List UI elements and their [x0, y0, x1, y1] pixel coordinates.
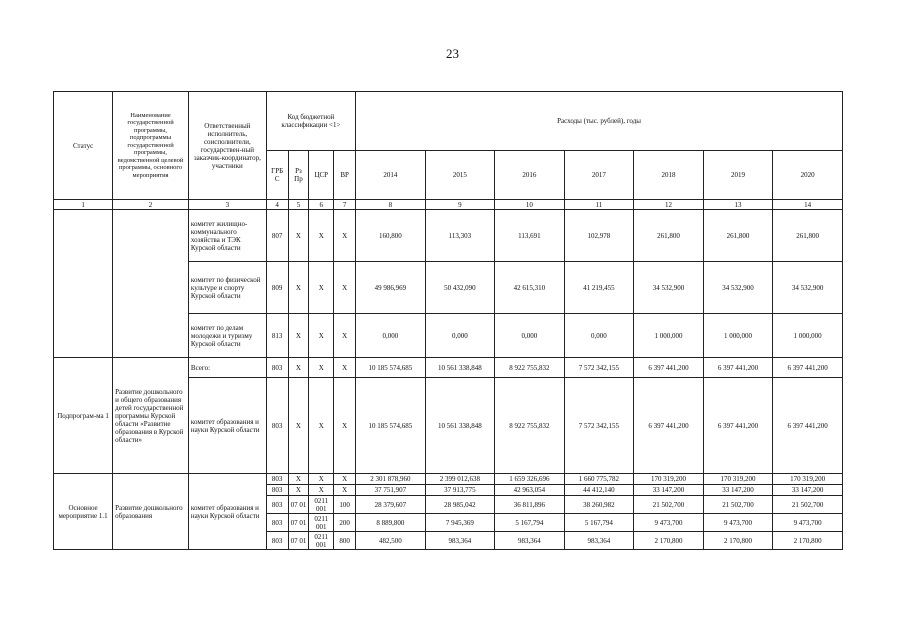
- value-cell: 1 000,000: [773, 314, 843, 358]
- header-year: 2014: [356, 151, 426, 200]
- value-cell: 983,364: [495, 532, 565, 550]
- value-cell: 7 945,369: [425, 514, 495, 532]
- column-number: 3: [188, 200, 266, 210]
- value-cell: 6 397 441,200: [773, 358, 843, 378]
- csr-cell: 0211 001: [309, 496, 334, 514]
- rzpr-cell: 07 01: [288, 514, 309, 532]
- executor-cell: Всего:: [188, 358, 266, 378]
- vr-cell: 100: [334, 496, 356, 514]
- value-cell: 160,800: [356, 210, 426, 262]
- value-cell: 1 000,000: [634, 314, 704, 358]
- vr-cell: 200: [334, 514, 356, 532]
- column-number: 8: [356, 200, 426, 210]
- column-number: 10: [495, 200, 565, 210]
- value-cell: 2 170,800: [703, 532, 773, 550]
- value-cell: 42 963,054: [495, 485, 565, 496]
- value-cell: 2 399 012,638: [425, 474, 495, 485]
- program-name-cell: Развитие дошкольного образования: [113, 474, 189, 550]
- grbs-cell: 803: [266, 532, 288, 550]
- value-cell: 113,303: [425, 210, 495, 262]
- csr-cell: X: [309, 262, 334, 314]
- vr-cell: X: [334, 358, 356, 378]
- value-cell: 10 561 338,848: [425, 358, 495, 378]
- rzpr-cell: 07 01: [288, 532, 309, 550]
- status-cell: [54, 210, 113, 358]
- vr-cell: 800: [334, 532, 356, 550]
- column-number: 6: [309, 200, 334, 210]
- value-cell: 49 986,969: [356, 262, 426, 314]
- column-number: 9: [425, 200, 495, 210]
- column-number: 12: [634, 200, 704, 210]
- status-cell: Основное мероприятие 1.1: [54, 474, 113, 550]
- header-vr: ВР: [334, 151, 356, 200]
- csr-cell: 0211 001: [309, 532, 334, 550]
- column-number: 5: [288, 200, 309, 210]
- value-cell: 33 147,200: [703, 485, 773, 496]
- header-year: 2020: [773, 151, 843, 200]
- value-cell: 7 572 342,155: [564, 378, 634, 474]
- rzpr-cell: X: [288, 314, 309, 358]
- value-cell: 10 561 338,848: [425, 378, 495, 474]
- value-cell: 28 379,607: [356, 496, 426, 514]
- value-cell: 261,800: [703, 210, 773, 262]
- value-cell: 2 170,800: [773, 532, 843, 550]
- csr-cell: X: [309, 358, 334, 378]
- header-csr: ЦСР: [309, 151, 334, 200]
- column-number: 7: [334, 200, 356, 210]
- value-cell: 482,500: [356, 532, 426, 550]
- value-cell: 9 473,700: [634, 514, 704, 532]
- csr-cell: 0211 001: [309, 514, 334, 532]
- table-row: [54, 358, 843, 378]
- value-cell: 102,978: [564, 210, 634, 262]
- value-cell: 7 572 342,155: [564, 358, 634, 378]
- table-row: [54, 210, 843, 262]
- column-number: 11: [564, 200, 634, 210]
- executor-cell: комитет по делам молодежи и туризму Курской области: [188, 314, 266, 358]
- page-number: 23: [446, 46, 459, 61]
- rzpr-cell: X: [288, 485, 309, 496]
- header-expenses: Расходы (тыс. рублей), годы: [356, 92, 843, 151]
- vr-cell: X: [334, 210, 356, 262]
- value-cell: 261,800: [634, 210, 704, 262]
- value-cell: 6 397 441,200: [703, 378, 773, 474]
- value-cell: 44 412,140: [564, 485, 634, 496]
- value-cell: 37 751,907: [356, 485, 426, 496]
- value-cell: 10 185 574,685: [356, 358, 426, 378]
- value-cell: 983,364: [564, 532, 634, 550]
- value-cell: 170 319,200: [703, 474, 773, 485]
- header-year: 2016: [495, 151, 565, 200]
- vr-cell: X: [334, 474, 356, 485]
- vr-cell: X: [334, 314, 356, 358]
- value-cell: 42 615,310: [495, 262, 565, 314]
- value-cell: 21 502,700: [773, 496, 843, 514]
- header-budget-code: Код бюджетной классификации <1>: [266, 92, 355, 151]
- header-rzpr: Рз Пр: [288, 151, 309, 200]
- rzpr-cell: X: [288, 474, 309, 485]
- header-year: 2019: [703, 151, 773, 200]
- grbs-cell: 803: [266, 474, 288, 485]
- grbs-cell: 803: [266, 496, 288, 514]
- column-number: 13: [703, 200, 773, 210]
- header-grbs: ГРБ С: [266, 151, 288, 200]
- value-cell: 34 532,900: [773, 262, 843, 314]
- program-name-cell: [113, 210, 189, 358]
- grbs-cell: 803: [266, 358, 288, 378]
- value-cell: 28 985,042: [425, 496, 495, 514]
- value-cell: 36 811,896: [495, 496, 565, 514]
- value-cell: 113,691: [495, 210, 565, 262]
- budget-table: [53, 91, 843, 550]
- value-cell: 6 397 441,200: [773, 378, 843, 474]
- value-cell: 1 659 326,696: [495, 474, 565, 485]
- value-cell: 6 397 441,200: [703, 358, 773, 378]
- value-cell: 0,000: [495, 314, 565, 358]
- value-cell: 8 889,800: [356, 514, 426, 532]
- rzpr-cell: X: [288, 358, 309, 378]
- value-cell: 170 319,200: [773, 474, 843, 485]
- column-number-row: [54, 200, 843, 210]
- grbs-cell: 803: [266, 378, 288, 474]
- value-cell: 50 432,090: [425, 262, 495, 314]
- value-cell: 2 301 878,960: [356, 474, 426, 485]
- rzpr-cell: X: [288, 378, 309, 474]
- header-program-name: Наименование государственной программы, подпрограммы государственной программы, ведомственной целевой программы, основного мероприятия: [113, 92, 189, 200]
- header-year: 2015: [425, 151, 495, 200]
- value-cell: 37 913,775: [425, 485, 495, 496]
- vr-cell: X: [334, 378, 356, 474]
- vr-cell: X: [334, 262, 356, 314]
- value-cell: 0,000: [425, 314, 495, 358]
- value-cell: 10 185 574,685: [356, 378, 426, 474]
- value-cell: 6 397 441,200: [634, 358, 704, 378]
- csr-cell: X: [309, 314, 334, 358]
- grbs-cell: 807: [266, 210, 288, 262]
- executor-cell: комитет образования и науки Курской области: [188, 474, 266, 550]
- grbs-cell: 813: [266, 314, 288, 358]
- value-cell: 170 319,200: [634, 474, 704, 485]
- value-cell: 38 260,982: [564, 496, 634, 514]
- grbs-cell: 809: [266, 262, 288, 314]
- executor-cell: комитет жилищно-коммунального хозяйства и ТЭК Курской области: [188, 210, 266, 262]
- value-cell: 2 170,800: [634, 532, 704, 550]
- table-row: [54, 474, 843, 485]
- csr-cell: X: [309, 378, 334, 474]
- value-cell: 34 532,900: [634, 262, 704, 314]
- program-name-cell: Развитие дошкольного и общего образования детей государственной программы Курской области «Развитие образования в Курской области»: [113, 358, 189, 474]
- header-year: 2018: [634, 151, 704, 200]
- header-year: 2017: [564, 151, 634, 200]
- value-cell: 9 473,700: [703, 514, 773, 532]
- value-cell: 1 000,000: [703, 314, 773, 358]
- value-cell: 0,000: [564, 314, 634, 358]
- column-number: 14: [773, 200, 843, 210]
- grbs-cell: 803: [266, 514, 288, 532]
- value-cell: 8 922 755,832: [495, 378, 565, 474]
- status-cell: Подпрограм-ма 1: [54, 358, 113, 474]
- csr-cell: X: [309, 474, 334, 485]
- value-cell: 21 502,700: [634, 496, 704, 514]
- value-cell: 33 147,200: [634, 485, 704, 496]
- value-cell: 21 502,700: [703, 496, 773, 514]
- csr-cell: X: [309, 485, 334, 496]
- column-number: 1: [54, 200, 113, 210]
- rzpr-cell: X: [288, 210, 309, 262]
- value-cell: 34 532,900: [703, 262, 773, 314]
- executor-cell: комитет по физической культуре и спорту Курской области: [188, 262, 266, 314]
- vr-cell: X: [334, 485, 356, 496]
- executor-cell: комитет образования и науки Курской области: [188, 378, 266, 474]
- value-cell: 5 167,794: [564, 514, 634, 532]
- value-cell: 983,364: [425, 532, 495, 550]
- value-cell: 41 219,455: [564, 262, 634, 314]
- header-executor: Ответственный исполнитель, соисполнители, государствен-ный заказчик-координатор, участники: [188, 92, 266, 200]
- column-number: 4: [266, 200, 288, 210]
- value-cell: 0,000: [356, 314, 426, 358]
- rzpr-cell: 07 01: [288, 496, 309, 514]
- csr-cell: X: [309, 210, 334, 262]
- grbs-cell: 803: [266, 485, 288, 496]
- value-cell: 261,800: [773, 210, 843, 262]
- value-cell: 33 147,200: [773, 485, 843, 496]
- column-number: 2: [113, 200, 189, 210]
- value-cell: 6 397 441,200: [634, 378, 704, 474]
- rzpr-cell: X: [288, 262, 309, 314]
- value-cell: 1 660 775,782: [564, 474, 634, 485]
- value-cell: 9 473,700: [773, 514, 843, 532]
- header-status: Статус: [54, 92, 113, 200]
- value-cell: 5 167,794: [495, 514, 565, 532]
- value-cell: 8 922 755,832: [495, 358, 565, 378]
